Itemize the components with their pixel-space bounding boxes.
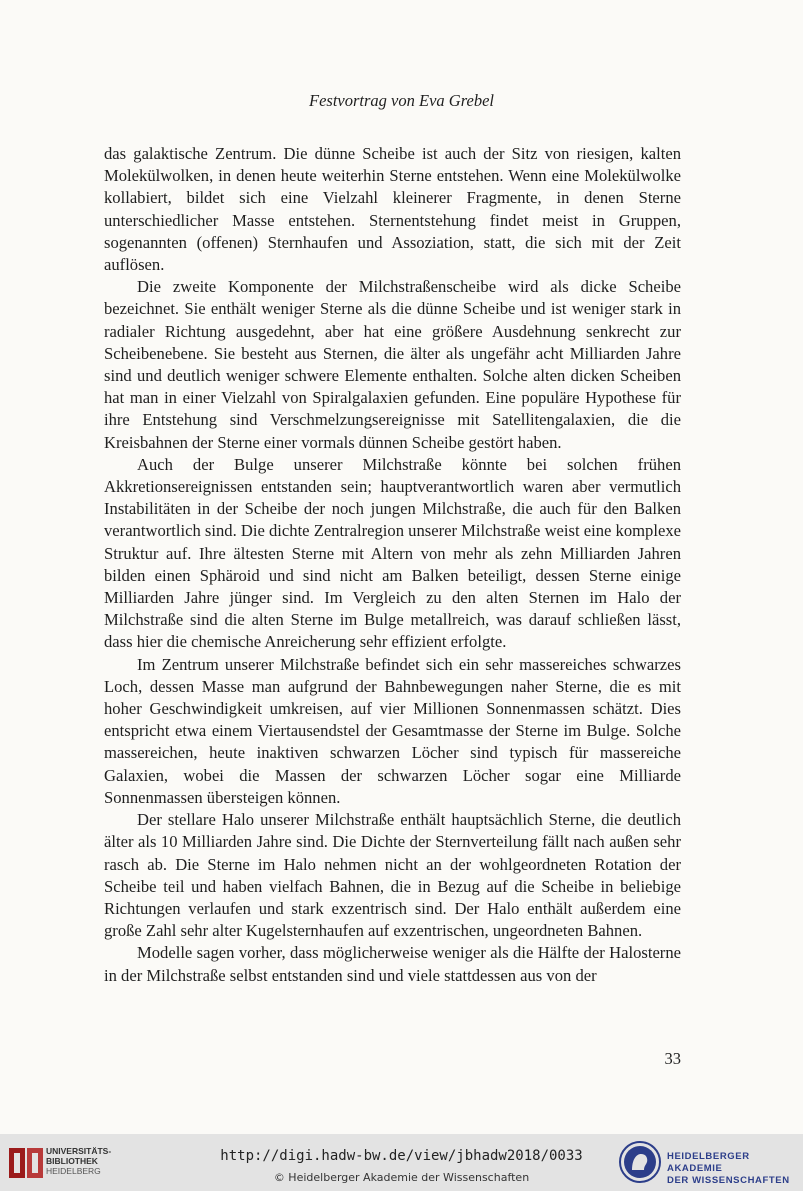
- library-line-2: BIBLIOTHEK: [46, 1156, 98, 1166]
- academy-seal-icon[interactable]: [618, 1140, 662, 1184]
- running-head: Festvortrag von Eva Grebel: [309, 91, 494, 110]
- paragraph-1: das galaktische Zentrum. Die dünne Scheibe ist auch der Sitz von riesigen, kalten Molekülwolken, in denen heute weiterhin Sterne entstehen. Wenn eine Molekülwolke kollabiert, bildet sich eine Vielzahl kleinerer Fragmente, in denen Sterne unterschiedlicher Masse entstehen. Sternentstehung findet meist in Gruppen, sogenannten (offenen) Sternhaufen und Assoziation, statt, die sich mit der Zeit auflösen.: [104, 144, 681, 275]
- library-line-3: HEIDELBERG: [46, 1166, 101, 1176]
- academy-line-1: HEIDELBERGER AKADEMIE: [667, 1151, 750, 1174]
- body-text: [104, 143, 681, 987]
- paragraph-4: Im Zentrum unserer Milchstraße befindet sich ein sehr massereiches schwarzes Loch, dessen Masse man aufgrund der Bahnbewegungen naher Sterne, die es mit hoher Geschwindigkeit umkreisen, auf vier Millionen Sonnenmassen schätzt. Dies entspricht etwa einem Viertausendstel der Gesamtmasse der Sterne im Bulge. Solche massereichen, heute inaktiven schwarzen Löcher sind typisch für massereiche Galaxien, wobei die Massen der schwarzen Löcher sogar eine Milliarde Sonnenmassen übersteigen können.: [104, 654, 681, 807]
- paragraph-2: Die zweite Komponente der Milchstraßenscheibe wird als dicke Scheibe bezeichnet. Sie enthält weniger Sterne als die dünne Scheibe und ist weniger stark in radialer Richtung ausgedehnt, aber hat eine größere Ausdehnung senkrecht zur Scheibenebene. Sie besteht aus Sternen, die älter als ungefähr acht Milliarden Jahre sind und deutlich weniger schwere Elemente enthalten. Solche alten dicken Scheiben hat man in einer Vielzahl von Spiralgalaxien gefunden. Eine populäre Hypothese für ihre Entstehung sind Verschmelzungsereignisse mit Satellitengalaxien, die die Kreisbahnen der Sterne einer vormals dünnen Scheibe gestört haben.: [104, 277, 681, 452]
- copyright-notice: © Heidelberger Akademie der Wissenschaften: [273, 1171, 530, 1184]
- academy-line-2: DER WISSENSCHAFTEN: [667, 1175, 790, 1186]
- permalink-url[interactable]: http://digi.hadw-bw.de/view/jbhadw2018/0033: [220, 1148, 583, 1164]
- footer-bar: [0, 1134, 803, 1191]
- page-number: 33: [664, 1049, 681, 1068]
- academy-name: [667, 1151, 803, 1187]
- paragraph-6: Modelle sagen vorher, dass möglicherweise weniger als die Hälfte der Halosterne in der Milchstraße selbst entstanden sind und viele stattdessen aus von der: [104, 943, 681, 985]
- paragraph-5: Der stellare Halo unserer Milchstraße enthält hauptsächlich Sterne, die deutlich älter als 10 Milliarden Jahre sind. Die Dichte der Sternverteilung fällt nach außen sehr rasch ab. Die Sterne im Halo nehmen nicht an der wohlgeordneten Rotation der Scheibe teil und haben vielfach Bahnen, die in Bezug auf die Scheibe in beliebige Richtungen verlaufen und stark exzentrisch sind. Der Halo enthält außerdem eine große Zahl sehr alter Kugelsternhaufen auf exzentrischen, ungeordneten Bahnen.: [104, 810, 681, 941]
- library-line-1: UNIVERSITÄTS-: [46, 1146, 112, 1156]
- paragraph-3: Auch der Bulge unserer Milchstraße könnte bei solchen frühen Akkretionsereignissen entstanden sein; hauptverantwortlich waren aber vermutlich Instabilitäten in der Scheibe der noch jungen Milchstraße, die auch für den Balken verantwortlich sind. Die dichte Zentralregion unserer Milchstraße weist eine komplexe Struktur auf. Ihre ältesten Sterne mit Altern von mehr als zehn Milliarden Jahren bilden einen Sphäroid und sind nicht am Balken beteiligt, dessen Sterne einige Milliarden Jahre jünger sind. Im Vergleich zu den alten Sternen im Halo der Milchstraße sind die alten Sterne im Bulge metallreich, was darauf schließen lässt, dass hier die chemische Anreicherung sehr effizient erfolgte.: [104, 454, 681, 652]
